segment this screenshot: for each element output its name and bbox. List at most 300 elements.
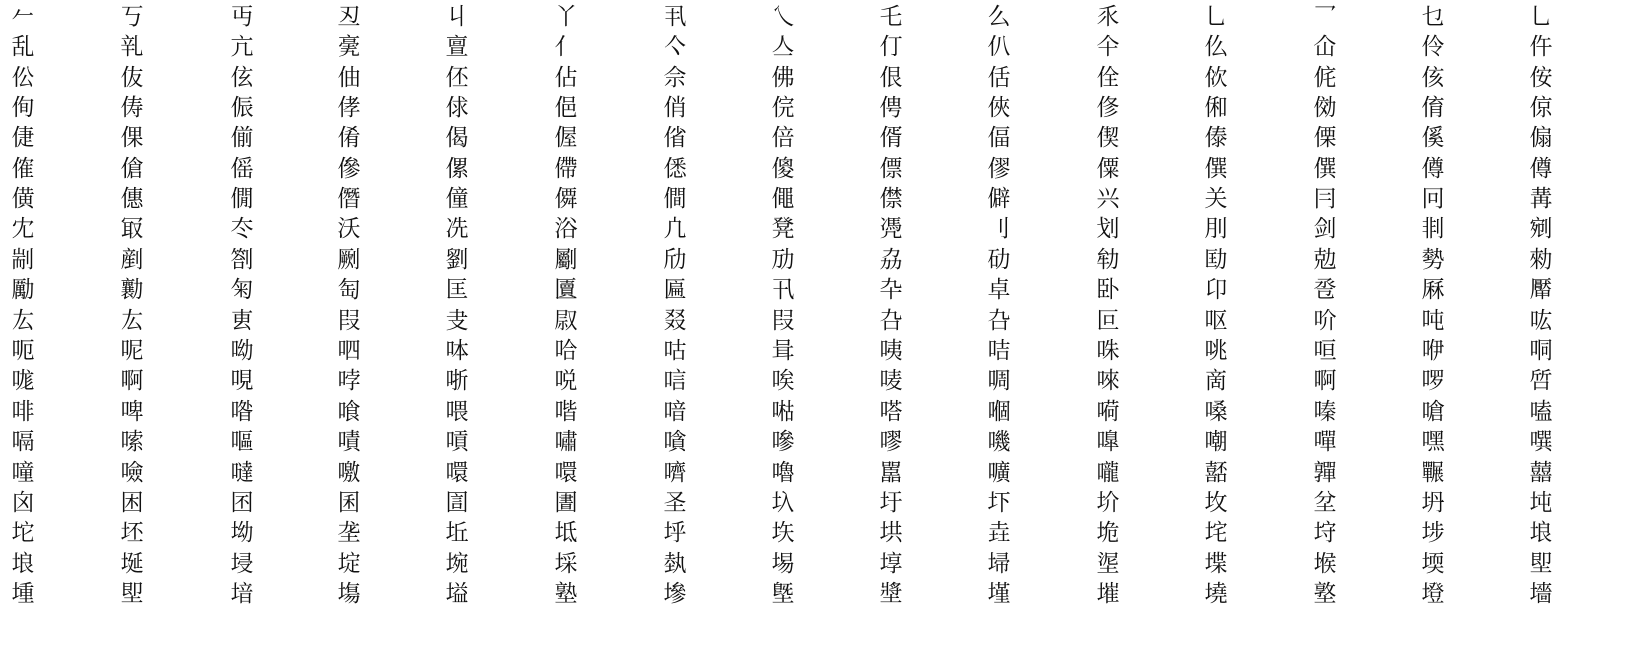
glyph-cell: 呕 (1204, 308, 1228, 334)
glyph-cell: 喈 (554, 399, 578, 425)
glyph-cell: 墋 (663, 581, 687, 607)
glyph-cell: 傖 (120, 156, 144, 182)
glyph-cell: 冭 (230, 216, 254, 242)
glyph-cell: 么 (987, 4, 1011, 30)
glyph-cell: 嚕 (771, 460, 795, 486)
glyph-cell: 堧 (1421, 551, 1445, 577)
glyph-cell: 咦 (879, 338, 903, 364)
glyph-cell: 埸 (771, 551, 795, 577)
glyph-cell: 嚌 (663, 460, 687, 486)
glyph-row (0, 275, 1637, 306)
glyph-cell: 墏 (879, 581, 903, 607)
glyph-cell: 乚 (1204, 4, 1228, 30)
glyph-cell: 傻 (771, 156, 795, 182)
glyph-cell: 咠 (771, 338, 795, 364)
glyph-row (0, 214, 1637, 245)
glyph-cell: 噮 (445, 460, 469, 486)
glyph-cell: 僄 (879, 156, 903, 182)
glyph-cell: 嗑 (1529, 399, 1553, 425)
glyph-cell: 傓 (1529, 125, 1553, 151)
glyph-cell: 嚚 (879, 460, 903, 486)
glyph-cell: 埻 (879, 551, 903, 577)
glyph-row (0, 123, 1637, 154)
glyph-cell: 俏 (663, 95, 687, 121)
glyph-cell: 倄 (337, 125, 361, 151)
glyph-cell: 哈 (554, 338, 578, 364)
glyph-cell: 俢 (1096, 95, 1120, 121)
glyph-cell: 傒 (1421, 125, 1445, 151)
glyph-cell: 佛 (771, 65, 795, 91)
glyph-cell: 偓 (554, 125, 578, 151)
glyph-cell: 囍 (1529, 460, 1553, 486)
glyph-cell: 哱 (337, 368, 361, 394)
glyph-cell: 卬 (1204, 277, 1228, 303)
glyph-cell: 僳 (1096, 156, 1120, 182)
glyph-cell: 圣 (663, 490, 687, 516)
glyph-cell: 关 (1204, 186, 1228, 212)
glyph-cell: 僡 (120, 186, 144, 212)
glyph-cell: 哯 (230, 368, 254, 394)
glyph-cell: 嘇 (771, 429, 795, 455)
glyph-row (0, 397, 1637, 428)
glyph-cell: 侲 (230, 95, 254, 121)
glyph-cell: 匵 (554, 277, 578, 303)
glyph-cell: 勷 (120, 277, 144, 303)
glyph-cell: 嚲 (1313, 460, 1337, 486)
glyph-cell: 唁 (663, 368, 687, 394)
glyph-cell: 伀 (11, 65, 35, 91)
glyph-cell: 侒 (1529, 65, 1553, 91)
glyph-cell: 囷 (337, 490, 361, 516)
glyph-cell: 垝 (1096, 520, 1120, 546)
glyph-cell: 嘐 (879, 429, 903, 455)
glyph-row (0, 579, 1637, 610)
glyph-cell: 嗪 (1313, 399, 1337, 425)
glyph-cell: 偂 (230, 125, 254, 151)
glyph-cell: 呢 (120, 338, 144, 364)
glyph-cell: 丒 (337, 4, 361, 30)
glyph-cell: 佽 (1204, 65, 1228, 91)
glyph-cell: 丮 (663, 4, 687, 30)
glyph-row (0, 93, 1637, 124)
glyph-cell: 叀 (230, 308, 254, 334)
glyph-row (0, 184, 1637, 215)
glyph-cell: 嚨 (1096, 460, 1120, 486)
glyph-cell: 匡 (445, 277, 469, 303)
glyph-cell: 傫 (445, 156, 469, 182)
glyph-cell: 啊 (1313, 368, 1337, 394)
glyph-cell: 卂 (771, 277, 795, 303)
glyph-cell: 伾 (445, 65, 469, 91)
glyph-cell: 俼 (1421, 95, 1445, 121)
glyph-cell: 垬 (879, 520, 903, 546)
glyph-cell: 叕 (663, 308, 687, 334)
glyph-cell: 埗 (1421, 520, 1445, 546)
glyph-cell: 喑 (663, 399, 687, 425)
glyph-cell: 哤 (11, 368, 35, 394)
glyph-cell: 伶 (1421, 34, 1445, 60)
glyph-cell: 侂 (1313, 65, 1337, 91)
glyph-cell: 僁 (663, 156, 687, 182)
glyph-cell: 偰 (1096, 125, 1120, 151)
glyph-cell: 僔 (1529, 156, 1553, 182)
glyph-cell: 吰 (1529, 308, 1553, 334)
glyph-row (0, 458, 1637, 489)
glyph-cell: 呦 (230, 338, 254, 364)
glyph-cell: 叴 (879, 308, 903, 334)
glyph-cell: 啊 (120, 368, 144, 394)
glyph-cell: 囨 (230, 490, 254, 516)
glyph-cell: 埐 (230, 551, 254, 577)
glyph-cell: 勊 (1313, 247, 1337, 273)
glyph-cell: 俒 (771, 95, 795, 121)
glyph-row (0, 2, 1637, 33)
glyph-cell: 僎 (1204, 156, 1228, 182)
glyph-cell: 坍 (1421, 490, 1445, 516)
glyph-row (0, 366, 1637, 397)
glyph-cell: 划 (1096, 216, 1120, 242)
glyph-cell: 嗆 (1421, 399, 1445, 425)
glyph-cell: 俰 (1204, 95, 1228, 121)
glyph-cell: 圩 (879, 490, 903, 516)
glyph-cell: 傪 (337, 156, 361, 182)
glyph-cell: 咿 (1421, 338, 1445, 364)
glyph-cell: 嘔 (230, 429, 254, 455)
glyph-cell: 凣 (663, 216, 687, 242)
glyph-cell: 刖 (1204, 216, 1228, 242)
glyph-cell: 厴 (1529, 277, 1553, 303)
glyph-cell: 埦 (445, 551, 469, 577)
glyph-cell: 啰 (1421, 368, 1445, 394)
glyph-cell: 圁 (445, 490, 469, 516)
glyph-cell: 冼 (445, 216, 469, 242)
glyph-cell: 亻 (554, 34, 578, 60)
glyph-cell: 咭 (987, 338, 1011, 364)
glyph-cell: 埞 (337, 551, 361, 577)
glyph-cell: 仵 (1529, 34, 1553, 60)
glyph-cell: 嘷 (1096, 429, 1120, 455)
glyph-cell: 卺 (1313, 277, 1337, 303)
glyph-cell: 俦 (120, 95, 144, 121)
glyph-cell: 劻 (1204, 247, 1228, 273)
glyph-cell: 劉 (445, 247, 469, 273)
glyph-cell: 叚 (771, 308, 795, 334)
glyph-cell: 堲 (120, 581, 144, 607)
glyph-cell: 亢 (230, 34, 254, 60)
glyph-cell: 嗦 (120, 429, 144, 455)
glyph-cell: 冓 (1529, 186, 1553, 212)
glyph-cell: 冃 (1313, 186, 1337, 212)
glyph-cell: 卆 (879, 277, 903, 303)
glyph-cell: 囅 (1421, 460, 1445, 486)
glyph-cell: 刂 (987, 216, 1011, 242)
glyph-cell: 埿 (1096, 551, 1120, 577)
glyph-cell: 喂 (445, 399, 469, 425)
glyph-cell: 圕 (554, 490, 578, 516)
glyph-cell: 嘰 (987, 429, 1011, 455)
glyph-cell: 丩 (445, 4, 469, 30)
glyph-cell: 唛 (879, 368, 903, 394)
glyph-cell: 埰 (554, 551, 578, 577)
glyph-cell: 坨 (11, 520, 35, 546)
glyph-cell: 墻 (1529, 581, 1553, 607)
glyph-cell: 亼 (771, 34, 795, 60)
glyph-cell: 吨 (1421, 308, 1445, 334)
glyph-cell: 剷 (120, 247, 144, 273)
glyph-cell: 坉 (1529, 490, 1553, 516)
glyph-row (0, 32, 1637, 63)
glyph-cell: 嚝 (987, 460, 1011, 486)
glyph-cell: 垄 (337, 520, 361, 546)
glyph-cell: 叚 (337, 308, 361, 334)
glyph-cell: 乵 (120, 34, 144, 60)
glyph-cell: 圷 (987, 490, 1011, 516)
glyph-cell: 偪 (987, 125, 1011, 151)
glyph-cell: 丫 (554, 4, 578, 30)
glyph-cell: 乜 (1421, 4, 1445, 30)
glyph-cell: 噮 (554, 460, 578, 486)
glyph-cell: 喰 (337, 399, 361, 425)
glyph-cell: 剕 (1421, 216, 1445, 242)
glyph-cell: 兴 (1096, 186, 1120, 212)
glyph-cell: 噀 (1529, 429, 1553, 455)
glyph-cell: 墱 (1421, 581, 1445, 607)
glyph-cell: 墐 (987, 581, 1011, 607)
glyph-cell: 塧 (445, 581, 469, 607)
glyph-row (0, 245, 1637, 276)
glyph-cell: 咷 (1204, 338, 1228, 364)
glyph-cell: 卧 (1096, 277, 1120, 303)
glyph-cell: 侚 (11, 95, 35, 121)
glyph-cell: 唉 (771, 368, 795, 394)
glyph-cell: 傜 (230, 156, 254, 182)
glyph-cell: 堹 (11, 581, 35, 607)
glyph-cell: 嗓 (1204, 399, 1228, 425)
glyph-cell: 劯 (987, 247, 1011, 273)
glyph-cell: 嚭 (1204, 460, 1228, 486)
glyph-cell: 困 (120, 490, 144, 516)
glyph-cell: 垨 (1313, 520, 1337, 546)
glyph-cell: 浴 (554, 216, 578, 242)
glyph-cell: 哃 (1529, 338, 1553, 364)
glyph-cell: 呬 (337, 338, 361, 364)
glyph-row (0, 549, 1637, 580)
glyph-cell: 墝 (1204, 581, 1228, 607)
glyph-cell: 劤 (663, 247, 687, 273)
glyph-cell: 偈 (445, 125, 469, 151)
glyph-cell: 劢 (771, 247, 795, 273)
glyph-cell: 垁 (771, 520, 795, 546)
glyph-cell: 勢 (1421, 247, 1445, 273)
glyph-cell: 伷 (337, 65, 361, 91)
glyph-cell: 嗒 (879, 399, 903, 425)
glyph-cell: 喒 (230, 399, 254, 425)
glyph-cell: 剑 (1313, 216, 1337, 242)
glyph-cell: 啡 (11, 399, 35, 425)
glyph-cell: 吤 (1313, 308, 1337, 334)
glyph-cell: 劚 (554, 247, 578, 273)
glyph-cell: 亶 (445, 34, 469, 60)
glyph-cell: 偦 (879, 125, 903, 151)
glyph-cell: 佷 (879, 65, 903, 91)
glyph-cell: 嗰 (987, 399, 1011, 425)
glyph-cell: 仚 (1313, 34, 1337, 60)
glyph-cell: 傣 (1204, 125, 1228, 151)
glyph-cell: 厤 (1421, 277, 1445, 303)
glyph-cell: 叞 (554, 308, 578, 334)
glyph-cell: 哳 (445, 368, 469, 394)
glyph-cell: 亴 (337, 34, 361, 60)
glyph-cell: 仐 (1096, 34, 1120, 60)
glyph-cell: 嘿 (1421, 429, 1445, 455)
glyph-cell: 埏 (120, 551, 144, 577)
glyph-cell: 叏 (445, 308, 469, 334)
glyph-cell: 僻 (987, 186, 1011, 212)
glyph-cell: 厷 (11, 308, 35, 334)
glyph-cell: 叴 (987, 308, 1011, 334)
glyph-cell: 啤 (120, 399, 144, 425)
glyph-cell: 坵 (445, 520, 469, 546)
glyph-cell: 墪 (1313, 581, 1337, 607)
glyph-cell: 噞 (120, 460, 144, 486)
glyph-cell: 仃 (879, 34, 903, 60)
glyph-cell: 乑 (1096, 4, 1120, 30)
glyph-cell: 乚 (1529, 4, 1553, 30)
glyph-cell: 乀 (771, 4, 795, 30)
glyph-cell: 剬 (11, 247, 35, 273)
glyph-cell: 沃 (337, 216, 361, 242)
glyph-cell: 呠 (445, 338, 469, 364)
glyph-cell: 乱 (11, 34, 35, 60)
glyph-cell: 侾 (337, 95, 361, 121)
glyph-cell: 啇 (1204, 368, 1228, 394)
glyph-cell: 俅 (445, 95, 469, 121)
glyph-cell: 啁 (987, 368, 1011, 394)
glyph-cell: 倍 (771, 125, 795, 151)
glyph-cell: 噠 (230, 460, 254, 486)
glyph-cell: 坌 (1313, 490, 1337, 516)
glyph-cell: 偗 (663, 125, 687, 151)
glyph-cell: 坆 (1204, 490, 1228, 516)
glyph-cell: 埽 (987, 551, 1011, 577)
glyph-cell: 僭 (337, 186, 361, 212)
glyph-cell: 僔 (1421, 156, 1445, 182)
glyph-row (0, 306, 1637, 337)
glyph-cell: 僶 (771, 186, 795, 212)
glyph-cell: 厷 (120, 308, 144, 334)
glyph-cell: 佸 (987, 65, 1011, 91)
glyph-cell: 僙 (11, 186, 35, 212)
glyph-cell: 僀 (554, 156, 578, 182)
glyph-cell: 僩 (230, 186, 254, 212)
glyph-cell: 凳 (771, 216, 795, 242)
glyph-cell: 匾 (663, 277, 687, 303)
glyph-cell: 佔 (554, 65, 578, 91)
glyph-row (0, 63, 1637, 94)
glyph-cell: 丏 (230, 4, 254, 30)
glyph-cell: 俠 (987, 95, 1011, 121)
glyph-cell: 塾 (554, 581, 578, 607)
glyph-cell: 坻 (554, 520, 578, 546)
glyph-row (0, 336, 1637, 367)
glyph-cell: 僴 (663, 186, 687, 212)
glyph-cell: 墔 (1096, 581, 1120, 607)
glyph-cell: 冣 (120, 216, 144, 242)
glyph-cell: 匊 (230, 277, 254, 303)
glyph-cell: 圦 (771, 490, 795, 516)
glyph-cell: 仈 (987, 34, 1011, 60)
glyph-cell: 唻 (1096, 368, 1120, 394)
glyph-cell: 嘲 (1204, 429, 1228, 455)
glyph-cell: 丂 (120, 4, 144, 30)
glyph-cell: 咕 (663, 338, 687, 364)
glyph-cell: 嗿 (663, 429, 687, 455)
glyph-cell: 噇 (11, 460, 35, 486)
glyph-cell: 僮 (445, 186, 469, 212)
glyph-cell: 嗝 (11, 429, 35, 455)
glyph-cell: 僸 (879, 186, 903, 212)
glyph-cell: 垀 (663, 520, 687, 546)
glyph-cell: 倞 (1529, 95, 1553, 121)
glyph-cell: 伭 (230, 65, 254, 91)
glyph-cell: 嗊 (445, 429, 469, 455)
glyph-cell: 傈 (1313, 125, 1337, 151)
glyph-cell: 墍 (771, 581, 795, 607)
glyph-cell: 嘽 (1313, 429, 1337, 455)
glyph-row (0, 518, 1637, 549)
glyph-cell: 倢 (11, 125, 35, 151)
glyph-cell: 垚 (987, 520, 1011, 546)
glyph-cell: 坳 (230, 520, 254, 546)
glyph-cell: 坯 (120, 520, 144, 546)
glyph-cell: 埶 (663, 551, 687, 577)
glyph-cell: 嘯 (554, 429, 578, 455)
glyph-cell: 喖 (771, 399, 795, 425)
glyph-cell: 埌 (11, 551, 35, 577)
glyph-cell: 咮 (1096, 338, 1120, 364)
glyph-cell: 勑 (1529, 247, 1553, 273)
glyph-cell: 俜 (879, 95, 903, 121)
glyph-cell: 乇 (879, 4, 903, 30)
glyph-cell: 佘 (663, 65, 687, 91)
glyph-cell: 呃 (11, 338, 35, 364)
glyph-cell: 伖 (120, 65, 144, 91)
glyph-cell: 劺 (1096, 247, 1120, 273)
glyph-cell: 剜 (1529, 216, 1553, 242)
glyph-cell: 匋 (337, 277, 361, 303)
glyph-row (0, 154, 1637, 185)
glyph-cell: 冘 (11, 216, 35, 242)
glyph-cell: 亽 (663, 34, 687, 60)
glyph-cell: 乛 (1313, 4, 1337, 30)
glyph-row (0, 427, 1637, 458)
glyph-cell: 傕 (11, 156, 35, 182)
glyph-cell: 堞 (1204, 551, 1228, 577)
glyph-cell: 劂 (337, 247, 361, 273)
glyph-cell: 叵 (1096, 308, 1120, 334)
glyph-cell: 劄 (230, 247, 254, 273)
glyph-cell: 啠 (1529, 368, 1553, 394)
glyph-cell: 噭 (337, 460, 361, 486)
glyph-cell: 嗬 (1096, 399, 1120, 425)
glyph-cell: 俋 (554, 95, 578, 121)
glyph-cell: 垞 (1204, 520, 1228, 546)
glyph-cell: 卓 (987, 277, 1011, 303)
glyph-cell: 僎 (1313, 156, 1337, 182)
glyph-cell: 倮 (120, 125, 144, 151)
glyph-cell: 堲 (1529, 551, 1553, 577)
glyph-cell: 侅 (1421, 65, 1445, 91)
